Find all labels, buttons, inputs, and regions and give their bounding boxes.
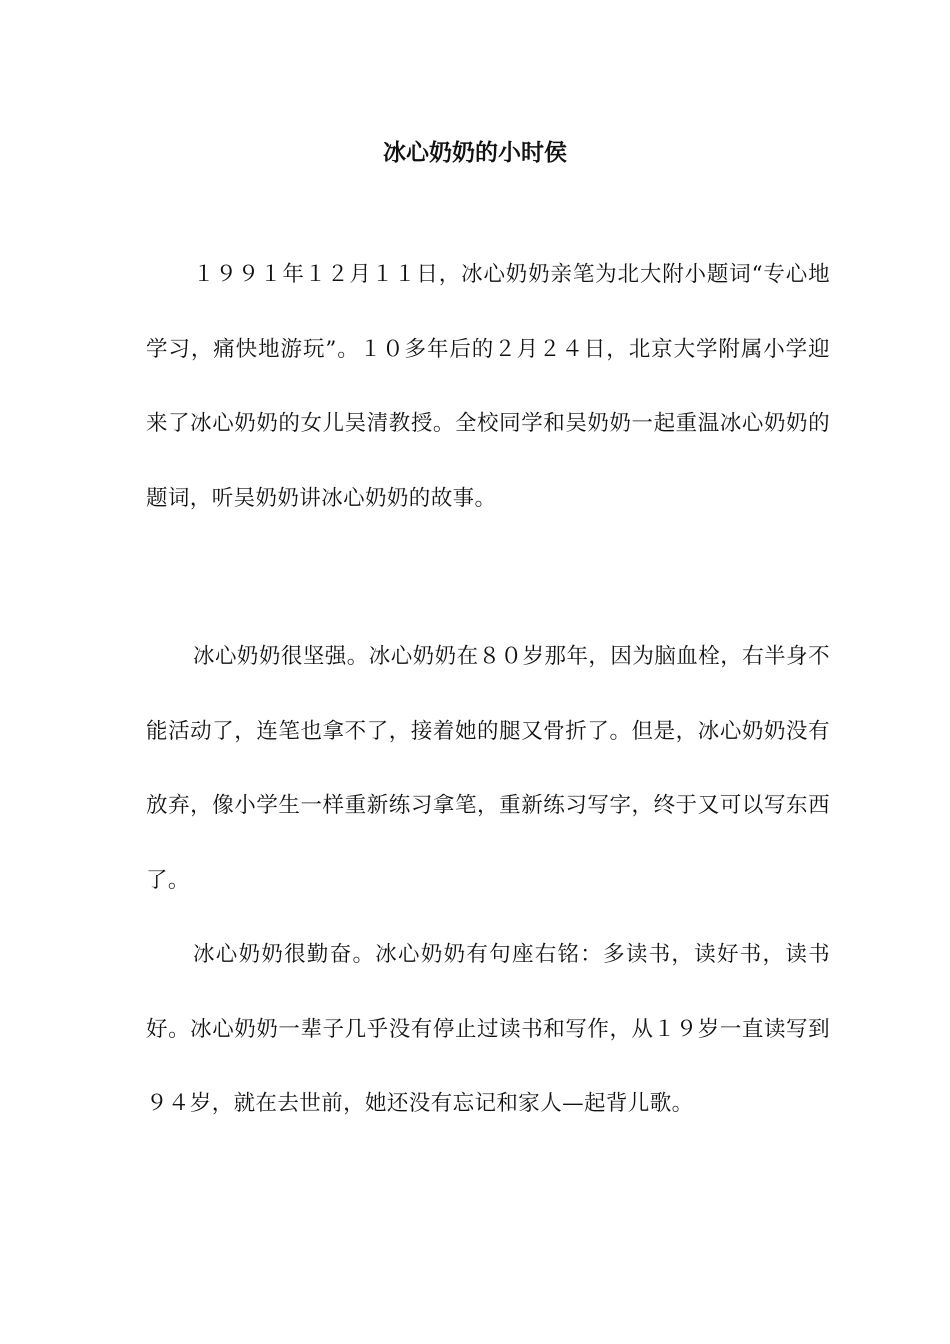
paragraph-3: 冰心奶奶很勤奋。冰心奶奶有句座右铭：多读书，读好书，读书好。冰心奶奶一辈子几乎没有停止过读书和写作，从１９岁一直读写到９４岁，就在去世前，她还没有忘记和家人—起背儿歌。: [146, 942, 830, 1116]
paragraph-2: 冰心奶奶很坚强。冰心奶奶在８０岁那年，因为脑血栓，右半身不能活动了，连笔也拿不了，接着她的腿又骨折了。但是，冰心奶奶没有放弃，像小学生一样重新练习拿笔，重新练习写字，终于又可以写东西了。: [146, 644, 830, 893]
paragraph-1: １９９１年１２月１１日，冰心奶奶亲笔为北大附小题词“专心地学习，痛快地游玩”。１０多年后的２月２４日，北京大学附属小学迎来了冰心奶奶的女儿吴清教授。全校同学和吴奶奶一起重温冰心奶奶的题词，听吴奶奶讲冰心奶奶的故事。: [146, 262, 830, 511]
document-title: 冰心奶奶的小时侯: [383, 140, 567, 166]
